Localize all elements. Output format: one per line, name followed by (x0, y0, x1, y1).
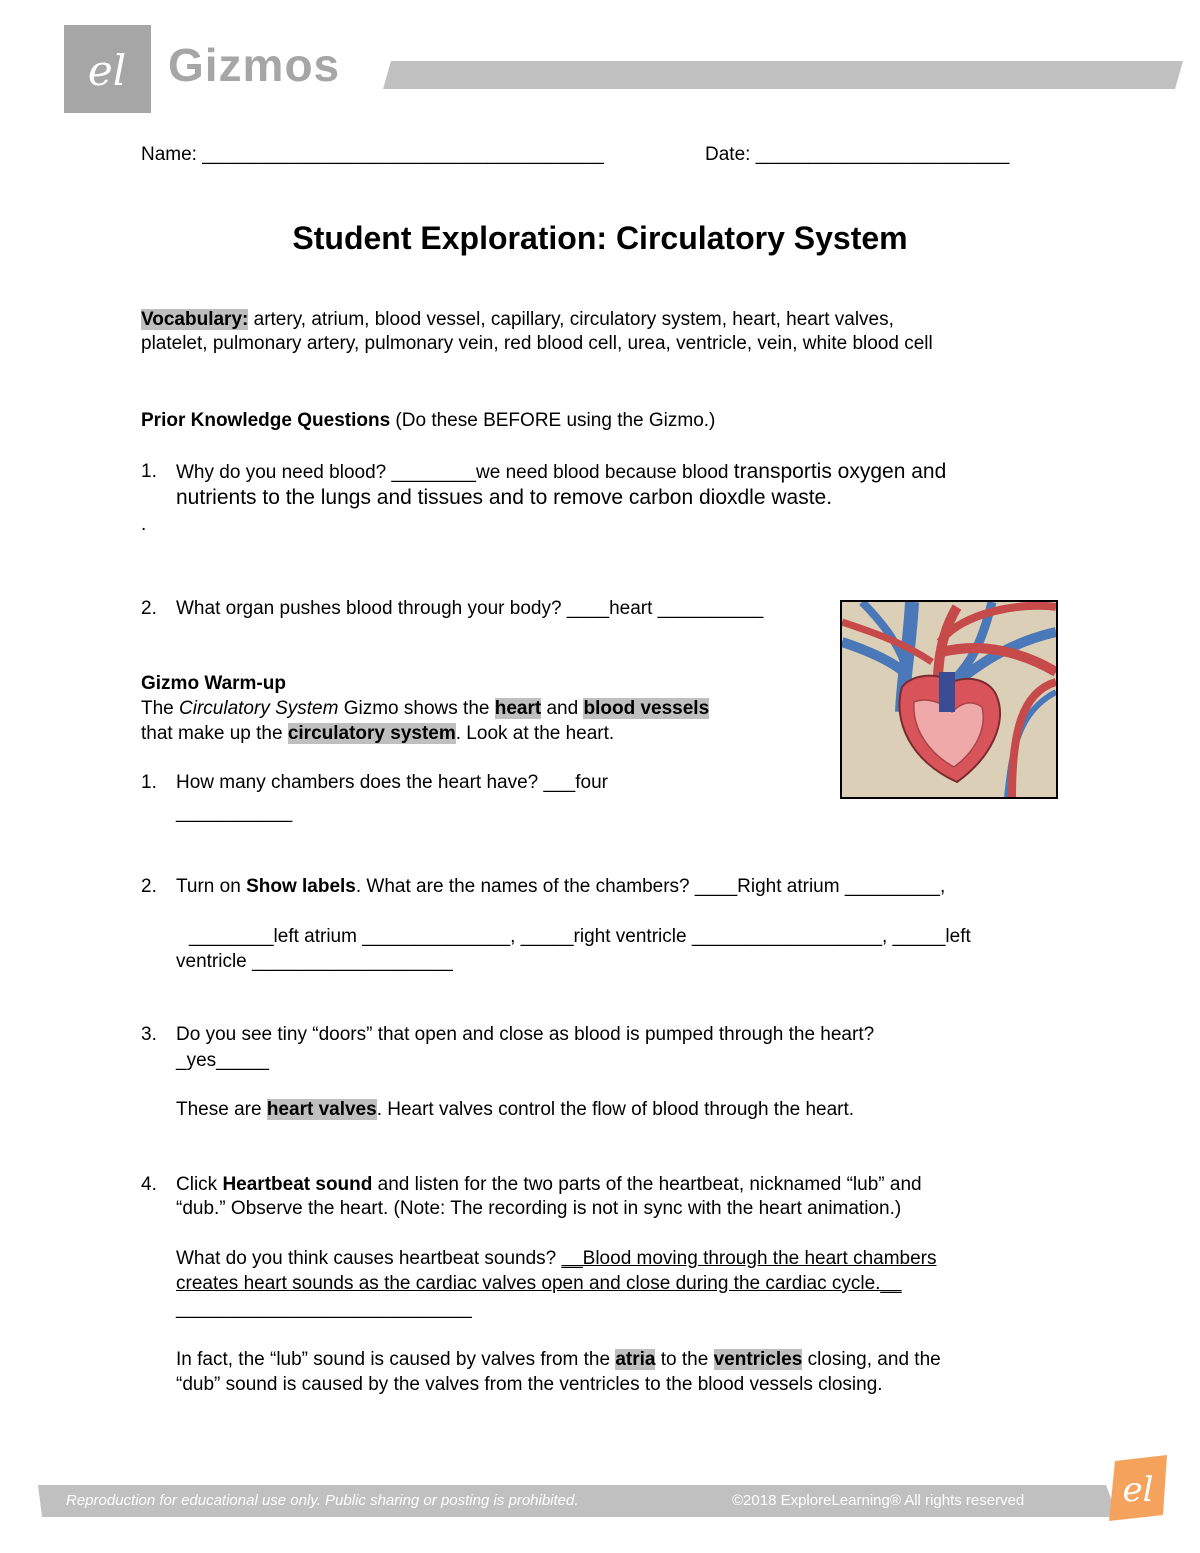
wu-q1-question: How many chambers does the heart have? ___four (176, 772, 608, 793)
warmup-intro-text: . Look at the heart. (455, 723, 615, 744)
wu-q4-line-2: “dub.” Observe the heart. (Note: The recording is not in sync with the heart animation.) (176, 1198, 902, 1219)
wu-q4-fact-text: closing, and the (802, 1349, 941, 1370)
wu-q3-note-text: . Heart valves control the flow of blood through the heart. (376, 1099, 855, 1120)
footer-copyright: ©2018 ExploreLearning® All rights reserved (732, 1492, 1025, 1509)
warmup-intro-text: and (541, 698, 584, 719)
vocab-circulatory-system: circulatory system (287, 723, 456, 744)
prior-knowledge-note: (Do these BEFORE using the Gizmo.) (390, 410, 716, 431)
vocab-ventricles: ventricles (713, 1349, 803, 1370)
gizmos-brand: Gizmos (168, 39, 341, 91)
svg-text:el: el (87, 46, 127, 95)
vocab-atria: atria (615, 1349, 656, 1370)
warmup-intro-text: The (141, 698, 180, 719)
wu-q4-answer-1: __Blood moving through the heart chambers (561, 1248, 937, 1269)
wu-q4-answer-3: ____________________________ (176, 1298, 472, 1319)
wu-q4-number: 4. (141, 1174, 157, 1195)
wu-q4-text: Click (176, 1174, 223, 1195)
warmup-intro-1 (141, 696, 709, 721)
pk-q1-answer-2: nutrients to the lungs and tissues and to remove carbon dioxdle waste. (176, 486, 833, 509)
wu-q4-text: and listen for the two parts of the heartbeat, nicknamed “lub” and (372, 1174, 922, 1195)
wu-q1-blank: ___________ (176, 802, 293, 823)
wu-q4-question-text: What do you think causes heartbeat sounds? (176, 1248, 562, 1269)
name-field: Name: ______________________________________ (141, 144, 604, 165)
el-logo-icon (64, 25, 151, 113)
wu-q2-answer-2: ________left atrium ______________, _____right ventricle __________________, _____left (189, 926, 971, 947)
warmup-intro-2 (141, 721, 614, 746)
vocabulary-text-1: artery, atrium, blood vessel, capillary, circulatory system, heart, heart valves, (248, 309, 894, 330)
pk-q1-text: Why do you need blood? ________we need blood because blood (176, 462, 734, 483)
prior-knowledge-heading (141, 408, 715, 433)
vocabulary-line-2: platelet, pulmonary artery, pulmonary vein, red blood cell, urea, ventricle, vein, white blood cell (141, 333, 933, 354)
wu-q3-answer: _yes_____ (176, 1050, 269, 1071)
gizmo-name: Circulatory System (179, 698, 339, 719)
heart-icon (842, 602, 1056, 797)
wu-q2-number: 2. (141, 876, 157, 897)
pk-q1-number: 1. (141, 461, 157, 482)
wu-q2-text: Turn on (176, 876, 247, 897)
wu-q4-fact-text: In fact, the “lub” sound is caused by valves from the (176, 1349, 616, 1370)
wu-q4-fact-2: “dub” sound is caused by the valves from the ventricles to the blood vessels closing. (176, 1374, 883, 1395)
wu-q3-question: Do you see tiny “doors” that open and close as blood is pumped through the heart? (176, 1024, 875, 1045)
pk-q1-dot: . (141, 514, 147, 535)
wu-q4-fact-text: to the (655, 1349, 714, 1370)
vocab-heart: heart (494, 698, 542, 719)
wu-q4-fact-1 (176, 1347, 941, 1372)
wu-q4-answer-2: creates heart sounds as the cardiac valves open and close during the cardiac cycle.__ (176, 1273, 902, 1294)
pk-q1-question (176, 459, 946, 485)
wu-q2-question (176, 874, 945, 899)
vocab-heart-valves: heart valves (266, 1099, 377, 1120)
wu-q2-text: . What are the names of the chambers? ____Right atrium _________, (355, 876, 946, 897)
header-decor-bar (383, 61, 1183, 89)
svg-text:el: el (1122, 1470, 1154, 1510)
el-badge-icon (1105, 1455, 1171, 1521)
page-title: Student Exploration: Circulatory System (292, 220, 908, 256)
pk-q2-number: 2. (141, 598, 157, 619)
wu-q3-note (176, 1097, 854, 1122)
prior-knowledge-title: Prior Knowledge Questions (141, 410, 391, 431)
footer-disclaimer: Reproduction for educational use only. Public sharing or posting is prohibited. (66, 1492, 579, 1509)
wu-q3-number: 3. (141, 1024, 157, 1045)
pk-q1-answer-1: transportis oxygen and (733, 460, 947, 483)
vocabulary-line-1 (141, 307, 894, 332)
wu-q4-question (176, 1172, 922, 1197)
wu-q2-answer-3: ventricle ___________________ (176, 951, 453, 972)
vocab-blood-vessels: blood vessels (583, 698, 710, 719)
warmup-intro-text: Gizmo shows the (338, 698, 495, 719)
vocabulary-label: Vocabulary: (141, 309, 249, 330)
warmup-intro-text: that make up the (141, 723, 288, 744)
wu-q3-note-text: These are (176, 1099, 267, 1120)
wu-q4-prompt (176, 1246, 936, 1271)
wu-q1-number: 1. (141, 772, 157, 793)
date-field: Date: ________________________ (705, 144, 1010, 165)
show-labels-ref: Show labels (246, 876, 356, 897)
warmup-heading: Gizmo Warm-up (141, 673, 286, 694)
heart-illustration (840, 600, 1058, 799)
heartbeat-sound-ref: Heartbeat sound (222, 1174, 373, 1195)
pk-q2-question: What organ pushes blood through your body? ____heart __________ (176, 598, 764, 619)
explorelearning-logo (64, 25, 151, 113)
